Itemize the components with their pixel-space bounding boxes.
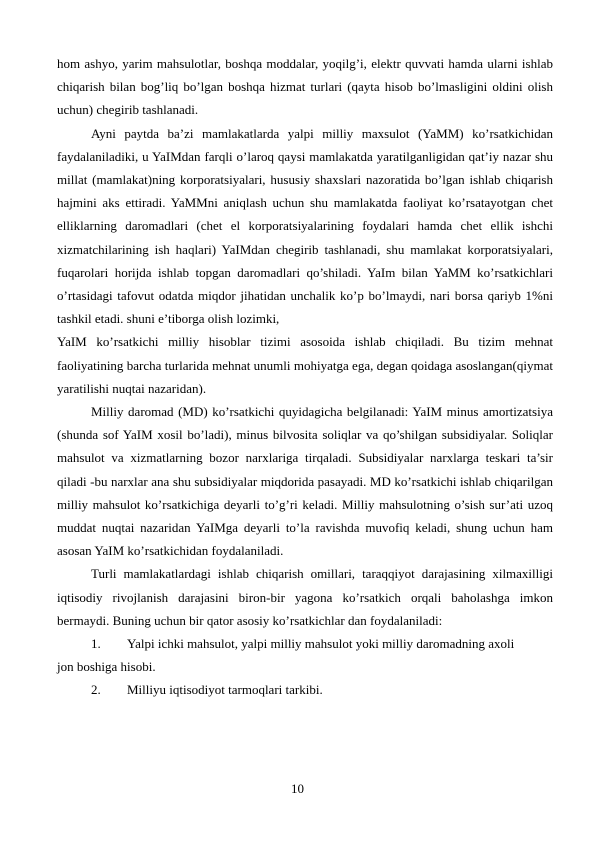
paragraph-yamm: Ayni paytda ba’zi mamlakatlarda yalpi milliy maxsulot (YaMM) ko’rsatkichidan faydalaniladiki, u YaIMdan farqli o’laroq qaysi mamlakatda yaratilganligidan qat’iy nazar shu millat (mamlakat)ning korporatsiyalari, hususiy shaxslari nazoratida bo’lgan ishlab chiqarish hajmini aks ettiradi. YaMMni aniqlash uchun shu mamlakatda faoliyat ko’rsatayotgan chet elliklarning daromadlari (chet el korporatsiyalarining foydalari hamda chet ellik ishchi xizmatchilarining ish haqlari) YaIMdan chegirib tashlanadi, shu mamlakat korporatsiyalari, fuqarolari horijda ishlab topgan daromadlari qo’shiladi. YaIm bilan YaMM ko’rsatkichlari o’rtasidagi tafovut odatda miqdor jihatidan unchalik ko’p bo’lmaydi, nari borsa qariyb 1%ni tashkil etadi. shuni e’tiborga olish lozimki, bbox=[57, 125, 553, 327]
list-item-text: Milliyu iqtisodiyot tarmoqlari tarkibi. bbox=[127, 682, 323, 698]
list-item-number: 2. bbox=[91, 682, 101, 698]
paragraph-turli-mamlakatlar: Turli mamlakatlardagi ishlab chiqarish omillari, taraqqiyot darajasining xilmaxilligi iqtisodiy rivojlanish darajasini biron-bir yagona ko’rsatkich orqali baholashga imkon bermaydi. Buning uchun bir qator asosiy ko’rsatkichlar dan foydalaniladi: bbox=[57, 566, 553, 628]
document-page bbox=[57, 52, 553, 702]
paragraph-milliy-daromad: Milliy daromad (MD) ko’rsatkichi quyidagicha belgilanadi: YaIM minus amortizatsiya (shunda sof YaIM xosil bo’ladi), minus bilvosita soliqlar va qo’shilgan subsidiyalar. Soliqlar mahsulot va xizmatlarning bozor narxlariga tirqaladi. Subsidiyalar narxlarga teskari ta’sir qiladi -bu narxlar ana shu subsidiyalar miqdorida pasayadi. MD ko’rsatkichi ishlab chiqarilgan milliy mahsulot ko’rsatkichiga deyarli to’g’ri keladi. Milliy mahsulotning o’sish sur’ati uzoq muddat nuqtai nazaridan YaIMga deyarli to’la ravishda muvofiq keladi, shung uchun ham asosan YaIM ko’rsatkichidan foydalaniladi. bbox=[57, 404, 553, 559]
list-item-continuation: jon boshiga hisobi. bbox=[57, 659, 156, 675]
list-item-text: Yalpi ichki mahsulot, yalpi milliy mahsulot yoki milliy daromadning axoli bbox=[127, 636, 515, 652]
list-item bbox=[57, 678, 553, 701]
page-number: 10 bbox=[291, 781, 304, 796]
paragraph-yaim: YaIM ko’rsatkichi milliy hisoblar tizimi asosoida ishlab chiqiladi. Bu tizim mehnat faoliyatining barcha turlarida mehnat unumli mohiyatga ega, degan qoidaga asoslangan(qiymat yaratilishi nuqtai nazaridan). bbox=[57, 334, 553, 396]
list-item bbox=[57, 632, 553, 655]
list-item-number: 1. bbox=[91, 636, 101, 652]
paragraph-continuation: hom ashyo, yarim mahsulotlar, boshqa moddalar, yoqilg’i, elektr quvvati hamda ularni ishlab chiqarish bilan bog’liq bo’lgan boshqa hizmat turlari (qayta hisob bo’lmasligini oldini olish uchun) chegirib tashlanadi. bbox=[57, 56, 553, 118]
